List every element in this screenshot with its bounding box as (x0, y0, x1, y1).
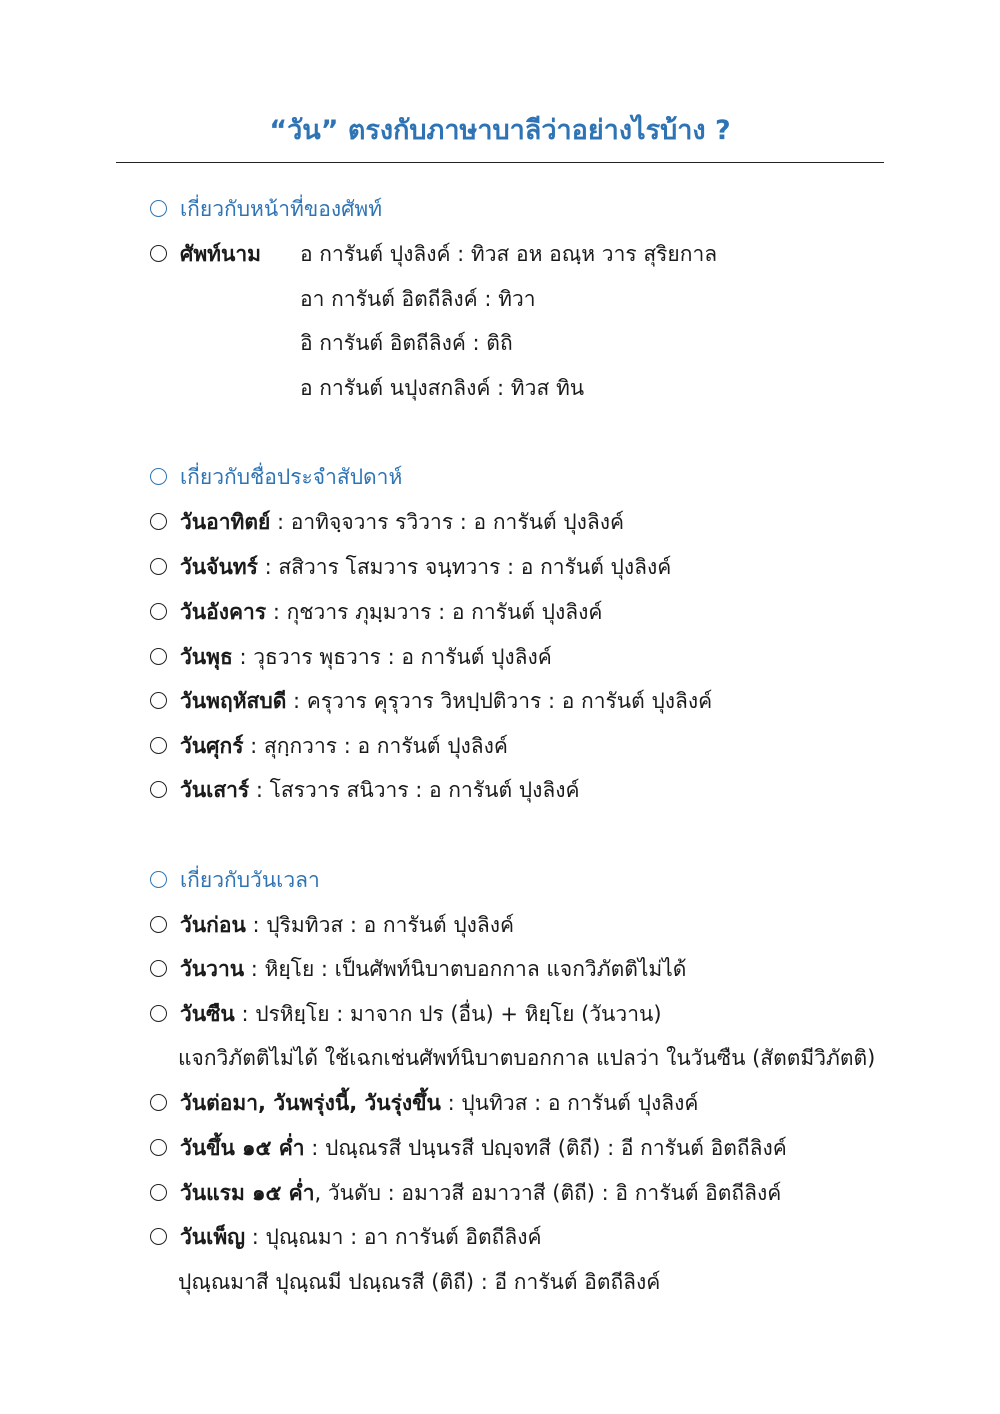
heading-text: เกี่ยวกับวันเวลา (180, 868, 320, 892)
term: วันขึ้น ๑๕ ค่ำ (180, 1136, 305, 1160)
term: วันเพ็ญ (180, 1225, 246, 1249)
heading-text: เกี่ยวกับชื่อประจำสัปดาห์ (180, 465, 403, 489)
list-item (150, 954, 686, 984)
list-item (150, 999, 662, 1029)
list-item (150, 1088, 698, 1118)
definition: : โสรวาร สนิวาร : อ การันต์ ปุงลิงค์ (249, 778, 580, 802)
term: วันศุกร์ (180, 734, 244, 758)
circle-bullet-icon (150, 468, 167, 485)
term: วันพุธ (180, 645, 233, 669)
term: วันแรม ๑๕ ค่ำ (180, 1181, 315, 1205)
circle-bullet-icon (150, 200, 167, 217)
term: วันเสาร์ (180, 778, 250, 802)
list-item (150, 775, 580, 805)
section-heading-time (150, 865, 320, 895)
list-item (150, 597, 602, 627)
definition: : สุกฺกวาร : อ การันต์ ปุงลิงค์ (243, 734, 508, 758)
definition: : ปุริมทิวส : อ การันต์ ปุงลิงค์ (245, 913, 515, 937)
list-item (150, 910, 514, 940)
definition: : อาทิจฺจวาร รวิวาร : อ การันต์ ปุงลิงค์ (270, 510, 625, 534)
list-item-continuation: ปุณฺณมาสี ปุณฺณมี ปณฺณรสี (ติถี) : อี การันต์ อิตถีลิงค์ (178, 1270, 661, 1294)
term: วันพฤหัสบดี (180, 689, 287, 713)
circle-bullet-icon (150, 603, 167, 620)
noun-line: อ การันต์ ปุงลิงค์ : ทิวส อห อณฺห วาร สุริยกาล (300, 242, 718, 266)
noun-line: อ การันต์ นปุงสกลิงค์ : ทิวส ทิน (300, 376, 585, 400)
noun-line: อา การันต์ อิตถีลิงค์ : ทิวา (300, 287, 536, 311)
list-item (150, 731, 508, 761)
term: วันก่อน (180, 913, 246, 937)
definition: : สสิวาร โสมวาร จนฺทวาร : อ การันต์ ปุงลิงค์ (257, 555, 672, 579)
circle-bullet-icon (150, 1228, 167, 1245)
noun-row (150, 239, 261, 269)
term: วันวาน (180, 957, 245, 981)
list-item (150, 686, 712, 716)
list-item (150, 507, 624, 537)
term: วันต่อมา, วันพรุ่งนี้, วันรุ่งขึ้น (180, 1091, 441, 1115)
definition: : หิยฺโย : เป็นศัพท์นิบาตบอกกาล แจกวิภัตติไม่ได้ (244, 957, 687, 981)
term: วันอาทิตย์ (180, 510, 271, 534)
noun-label: ศัพท์นาม (180, 242, 262, 266)
definition: : วุธวาร พุธวาร : อ การันต์ ปุงลิงค์ (232, 645, 552, 669)
definition: : ปณฺณรสี ปนฺนรสี ปญฺจทสี (ติถี) : อี การันต์ อิตถีลิงค์ (304, 1136, 787, 1160)
term: วันอังคาร (180, 600, 267, 624)
definition: : ปุนทิวส : อ การันต์ ปุงลิงค์ (440, 1091, 699, 1115)
circle-bullet-icon (150, 245, 167, 262)
circle-bullet-icon (150, 558, 167, 575)
list-item-continuation: แจกวิภัตติไม่ได้ ใช้เฉกเช่นศัพท์นิบาตบอกกาล แปลว่า ในวันซืน (สัตตมีวิภัตติ) (178, 1046, 876, 1070)
list-item (150, 552, 671, 582)
noun-line: อิ การันต์ อิตถีลิงค์ : ติถิ (300, 331, 513, 355)
circle-bullet-icon (150, 1184, 167, 1201)
circle-bullet-icon (150, 1005, 167, 1022)
list-item (150, 642, 552, 672)
definition: : ปรหิยฺโย : มาจาก ปร (อื่น) + หิยฺโย (วันวาน) (234, 1002, 662, 1026)
list-item (150, 1222, 542, 1252)
list-item (150, 1133, 787, 1163)
title-divider (116, 162, 884, 163)
circle-bullet-icon (150, 737, 167, 754)
circle-bullet-icon (150, 871, 167, 888)
term-extra: , วันดับ (314, 1181, 381, 1205)
circle-bullet-icon (150, 1139, 167, 1156)
term: วันจันทร์ (180, 555, 258, 579)
definition: : กุชวาร ภุมฺมวาร : อ การันต์ ปุงลิงค์ (266, 600, 603, 624)
circle-bullet-icon (150, 513, 167, 530)
section-heading-weekdays (150, 462, 402, 492)
section-heading-function (150, 194, 382, 224)
list-item (150, 1178, 781, 1208)
circle-bullet-icon (150, 960, 167, 977)
circle-bullet-icon (150, 692, 167, 709)
circle-bullet-icon (150, 648, 167, 665)
circle-bullet-icon (150, 916, 167, 933)
circle-bullet-icon (150, 781, 167, 798)
heading-text: เกี่ยวกับหน้าที่ของศัพท์ (180, 197, 383, 221)
circle-bullet-icon (150, 1094, 167, 1111)
definition: : อมาวสี อมาวาสี (ติถี) : อิ การันต์ อิตถีลิงค์ (380, 1181, 782, 1205)
definition: : ปุณฺณมา : อา การันต์ อิตถีลิงค์ (245, 1225, 542, 1249)
definition: : ครุวาร คุรุวาร วิหปฺปติวาร : อ การันต์ ปุงลิงค์ (286, 689, 713, 713)
term: วันซืน (180, 1002, 235, 1026)
page-title: “วัน” ตรงกับภาษาบาลีว่าอย่างไรบ้าง ? (269, 115, 731, 146)
